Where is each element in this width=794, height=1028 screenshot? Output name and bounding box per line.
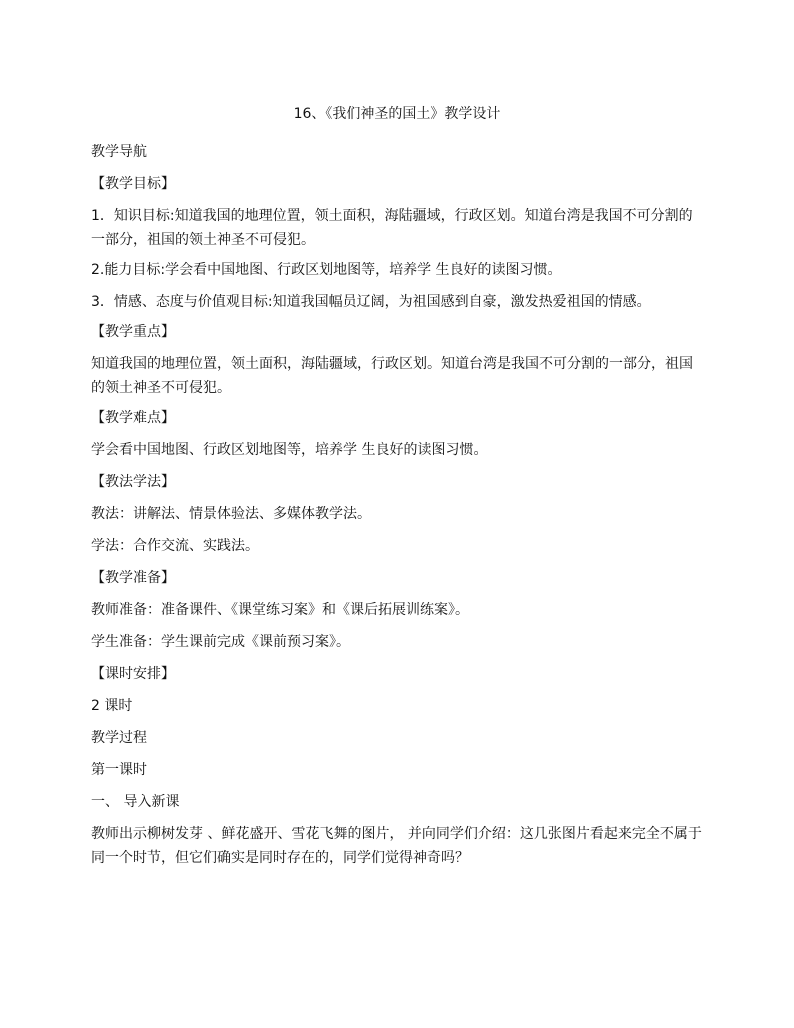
difficulty-text: 学会看中国地图、行政区划地图等，培养学 生良好的读图习惯。 [91, 442, 488, 458]
key-text: 知道我国的地理位置，领土面积，海陆疆域，行政区划。知道台湾是我国不可分割的一部分，祖国的领土神圣不可侵犯。 [91, 356, 693, 396]
first-lesson: 第一课时 [91, 762, 147, 778]
intro-heading: 一、 导入新课 [91, 794, 180, 810]
teacher-prep: 教师准备：准备课件、《课堂练习案》和《课后拓展训练案》。 [91, 602, 469, 618]
prep-heading: 【教学准备】 [91, 570, 175, 586]
student-prep: 学生准备：学生课前完成《课前预习案》。 [91, 634, 350, 650]
nav-heading: 教学导航 [91, 144, 147, 160]
intro-text: 教师出示柳树发芽 、鲜花盛开、雪花飞舞的图片， 并向同学们介绍：这几张图片看起来完全不属于同一个时节，但它们确实是同时存在的，同学们觉得神奇吗？ [91, 826, 702, 866]
difficulty-heading: 【教学难点】 [91, 410, 175, 426]
learning-method: 学法：合作交流、实践法。 [91, 538, 259, 554]
document-title: 16、《我们神圣的国土》教学设计 [293, 106, 501, 122]
schedule-text: 2 课时 [91, 698, 133, 714]
goal-ability: 2.能力目标:学会看中国地图、行政区划地图等，培养学 生良好的读图习惯。 [91, 262, 562, 278]
schedule-heading: 【课时安排】 [91, 666, 175, 682]
goal-emotion: 3．情感、态度与价值观目标:知道我国幅员辽阔，为祖国感到自豪，激发热爱祖国的情感。 [91, 294, 651, 310]
teaching-method: 教法：讲解法、情景体验法、多媒体教学法。 [91, 506, 371, 522]
document-body [91, 140, 703, 876]
goal-knowledge: 1．知识目标:知道我国的地理位置，领土面积，海陆疆域，行政区划。知道台湾是我国不可分割的一部分，祖国的领土神圣不可侵犯。 [91, 208, 693, 248]
key-heading: 【教学重点】 [91, 324, 175, 340]
process-heading: 教学过程 [91, 730, 147, 746]
goal-heading: 【教学目标】 [91, 176, 175, 192]
method-heading: 【教法学法】 [91, 474, 175, 490]
